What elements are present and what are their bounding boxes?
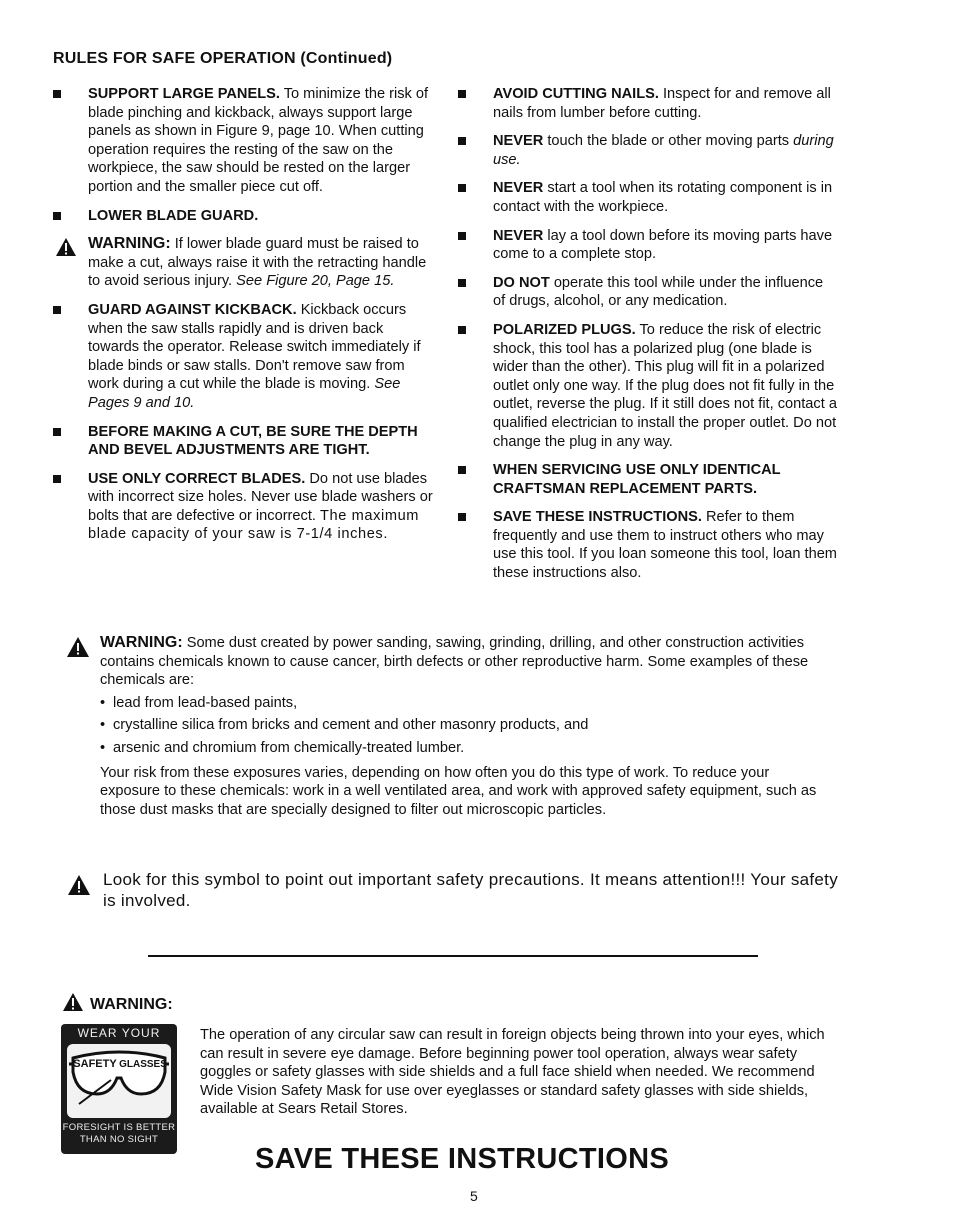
rule-text: Do not use blades with incorrect size holes. Never use blade washers or bolts that are defective or incorrect.: [88, 470, 433, 524]
rule-title: NEVER: [493, 180, 544, 197]
rule-title: BEFORE MAKING A CUT, BE SURE THE DEPTH AND BEVEL ADJUSTMENTS ARE TIGHT.: [88, 423, 418, 459]
rule-text: Refer to them frequently and use them to instruct others who may use this tool. If you loan someone this tool, loan them these instructions also.: [493, 509, 837, 582]
badge-safety-text: SAFETY: [73, 1058, 117, 1070]
rule-lower-blade-guard: [53, 207, 435, 226]
square-bullet-icon: [458, 326, 466, 334]
rule-italic: during use.: [493, 133, 834, 168]
dust-risk-text: Your risk from these exposures varies, depending on how often you do this type of work. To reduce your exposure to these chemicals: work in a well ventilated area, and work with approved safety equipment, such as those dust masks that are specially designed to filter out microscopic particles.: [100, 764, 817, 818]
rule-text: To reduce the risk of electric shock, this tool has a polarized plug (one blade is wider than the other). This plug will fit in a polarized outlet only one way. If the plug does not fit fully in the outlet, reverse the plug. If it still does not fit, contact a qualified electrician to install the proper outlet. Do not change the plug in any way.: [493, 321, 837, 450]
square-bullet-icon: [53, 306, 61, 314]
square-bullet-icon: [53, 475, 61, 483]
badge-bottom-text: [61, 1122, 177, 1146]
badge-top-text: WEAR YOUR: [77, 1026, 161, 1040]
rule-title: POLARIZED PLUGS.: [493, 321, 636, 338]
section-heading: RULES FOR SAFE OPERATION (Continued): [53, 50, 393, 67]
square-bullet-icon: [53, 90, 61, 98]
right-column: [458, 85, 838, 593]
square-bullet-icon: [53, 212, 61, 220]
eye-warning-text: The operation of any circular saw can result in foreign objects being thrown into your eyes, which can result in severe eye damage. Before beginning power tool operation, always wear safety goggles or safety glasses with side shields and a full face shield when needed. We recommend Wide Vision Safety Mask for use over eyeglasses or standard safety glasses with side shields, available at Sears Retail Stores.: [200, 1027, 825, 1118]
warning-triangle-icon: [67, 874, 91, 901]
rule-title: DO NOT: [493, 274, 550, 291]
dust-warning-intro: Some dust created by power sanding, sawing, grinding, drilling, and other construction activities contains chemicals known to cause cancer, birth defects or other reproductive harm. Some examples of these chemicals are:: [100, 635, 809, 689]
warning-triangle-icon: [55, 237, 77, 263]
list-item: • arsenic and chromium from chemically-treated lumber.: [100, 739, 830, 758]
rule-avoid-nails: [458, 85, 838, 122]
warning-triangle-icon: [62, 992, 84, 1017]
footer-title: SAVE THESE INSTRUCTIONS: [255, 1143, 670, 1175]
eye-warning-heading: [62, 992, 173, 1017]
rule-text: Kickback occurs when the saw stalls rapidly and is driven back towards the operator. Release switch immediately if blade binds or saw stalls. Don't remove saw from work during a cut while the blade is moving.: [88, 301, 421, 393]
rule-support-panels: [53, 85, 435, 197]
square-bullet-icon: [458, 513, 466, 521]
rule-title: SAVE THESE INSTRUCTIONS.: [493, 509, 702, 526]
blade-capacity: The maximum blade capacity of your saw is 7-1/4 inches.: [88, 507, 420, 543]
safety-glasses-icon: [65, 1042, 173, 1120]
guard-warning: [53, 235, 435, 291]
rule-before-cut: [53, 423, 435, 460]
rule-title: SUPPORT LARGE PANELS.: [88, 86, 280, 102]
rule-text: start a tool when its rotating component is in contact with the workpiece.: [493, 180, 833, 215]
rule-do-not: [458, 274, 838, 311]
chemical-list: [100, 694, 830, 758]
rule-servicing: [458, 461, 838, 498]
page-number: 5: [470, 1188, 478, 1204]
rule-correct-blades: [53, 470, 435, 544]
rule-title: AVOID CUTTING NAILS.: [493, 86, 659, 102]
symbol-note: Look for this symbol to point out important safety precautions. It means attention!!! Your safety is involved.: [103, 870, 838, 910]
list-item: • crystalline silica from bricks and cement and other masonry products, and: [100, 716, 830, 735]
badge-bottom-line: THAN NO SIGHT: [79, 1134, 159, 1145]
rule-text: lay a tool down before its moving parts have come to a complete stop.: [493, 227, 833, 263]
square-bullet-icon: [458, 232, 466, 240]
rule-title: GUARD AGAINST KICKBACK.: [88, 301, 297, 318]
rule-never-lay: [458, 227, 838, 264]
rule-title: LOWER BLADE GUARD.: [88, 207, 259, 224]
rule-never-touch: [458, 132, 838, 169]
safety-glasses-badge: [61, 1024, 177, 1154]
warning-label: WARNING:: [100, 634, 183, 651]
rule-save-instructions: [458, 508, 838, 582]
square-bullet-icon: [458, 184, 466, 192]
badge-bottom-line: FORESIGHT IS BETTER: [62, 1122, 176, 1133]
warning-reference: See Figure 20, Page 15.: [236, 273, 395, 290]
rule-text: touch the blade or other moving parts: [543, 133, 794, 150]
left-column: [53, 85, 435, 554]
square-bullet-icon: [458, 137, 466, 145]
rule-text: Inspect for and remove all nails from lumber before cutting.: [493, 86, 831, 121]
rule-title: WHEN SERVICING USE ONLY IDENTICAL CRAFTSMAN REPLACEMENT PARTS.: [493, 462, 781, 497]
warning-label: WARNING:: [90, 996, 173, 1013]
rule-title: NEVER: [493, 227, 544, 244]
rule-text: operate this tool while under the influence of drugs, alcohol, or any medication.: [493, 274, 824, 310]
warning-text: If lower blade guard must be raised to make a cut, always raise it with the retracting handle to avoid serious injury.: [88, 236, 427, 290]
square-bullet-icon: [458, 90, 466, 98]
square-bullet-icon: [458, 279, 466, 287]
square-bullet-icon: [53, 428, 61, 436]
warning-label: WARNING:: [88, 235, 171, 253]
rule-title: USE ONLY CORRECT BLADES.: [88, 470, 306, 487]
rule-guard-kickback: [53, 301, 435, 413]
rule-polarized-plugs: [458, 321, 838, 451]
rule-never-start: [458, 179, 838, 216]
rule-reference: See Pages 9 and 10.: [88, 376, 401, 411]
rule-text: To minimize the risk of blade pinching and kickback, always support large panels as shown in Figure 9, page 10. When cutting operation requires the resting of the saw on the workpiece, the saw should be rested on the larger portion and the smaller piece cut off.: [88, 86, 429, 195]
badge-glasses-text: GLASSES: [119, 1059, 167, 1070]
rule-title: NEVER: [493, 133, 544, 150]
divider: [148, 955, 758, 957]
warning-triangle-icon: [66, 636, 90, 663]
list-item: • lead from lead-based paints,: [100, 694, 830, 713]
square-bullet-icon: [458, 466, 466, 474]
dust-warning: [100, 634, 830, 819]
